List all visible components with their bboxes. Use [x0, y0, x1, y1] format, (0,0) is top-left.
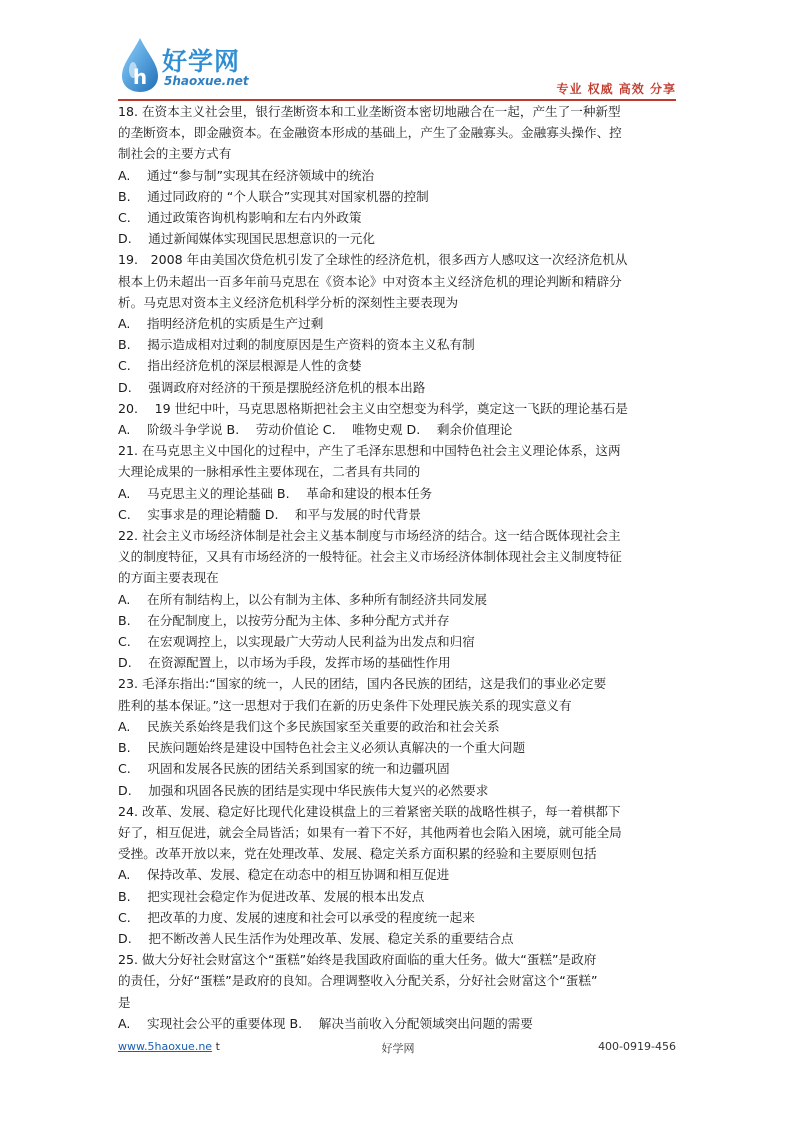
text-line: 胜利的基本保证。”这一思想对于我们在新的历史条件下处理民族关系的现实意义有 — [118, 697, 572, 713]
option-line: C. 在宏观调控上，以实现最广大劳动人民利益为出发点和归宿 — [118, 634, 475, 650]
option-line: D. 把不断改善人民生活作为处理改革、发展、稳定关系的重要结合点 — [118, 930, 514, 946]
option-line: A. 马克思主义的理论基础 B. 革命和建设的根本任务 — [118, 485, 433, 501]
water-drop-logo-icon — [118, 36, 162, 94]
text-line: 21. 在马克思主义中国化的过程中，产生了毛泽东思想和中国特色社会主义理论体系，这两 — [118, 443, 621, 459]
text-line: 制社会的主要方式有 — [118, 146, 232, 162]
option-line: D. 强调政府对经济的干预是摆脱经济危机的根本出路 — [118, 379, 426, 395]
logo-domain: 5haoxue.net — [164, 74, 249, 88]
header-slogan: 专业 权威 高效 分享 — [556, 82, 676, 96]
text-line: 析。马克思对资本主义经济危机科学分析的深刻性主要表现为 — [118, 294, 459, 310]
text-line: 的垄断资本，即金融资本。在金融资本形成的基础上，产生了金融寡头。金融寡头操作、控 — [118, 125, 622, 141]
footer-site-name: 好学网 — [381, 1042, 415, 1055]
option-line: B. 通过同政府的 “个人联合”实现其对国家机器的控制 — [118, 188, 429, 204]
text-line: 25. 做大分好社会财富这个“蛋糕”始终是我国政府面临的重大任务。做大“蛋糕”是政府 — [118, 952, 597, 968]
option-line: B. 在分配制度上，以按劳分配为主体、多种分配方式并存 — [118, 612, 450, 628]
option-line: B. 民族问题始终是建设中国特色社会主义必须认真解决的一个重大问题 — [118, 740, 526, 756]
text-line: 是 — [118, 994, 131, 1010]
option-line: A. 指明经济危机的实质是生产过剩 — [118, 316, 324, 332]
page-footer — [118, 1040, 676, 1060]
option-line: D. 加强和巩固各民族的团结是实现中华民族伟大复兴的必然要求 — [118, 782, 489, 798]
option-line: A. 实现社会公平的重要体现 B. 解决当前收入分配领域突出问题的需要 — [118, 1015, 533, 1031]
option-line: C. 实事求是的理论精髓 D. 和平与发展的时代背景 — [118, 506, 421, 522]
option-line: D. 通过新闻媒体实现国民思想意识的一元化 — [118, 231, 375, 247]
option-line: A. 通过“参与制”实现其在经济领域中的统治 — [118, 167, 375, 183]
text-line: 19. 2008 年由美国次贷危机引发了全球性的经济危机，很多西方人感叹这一次经济危机从 — [118, 252, 628, 268]
option-line: C. 巩固和发展各民族的团结关系到国家的统一和边疆巩固 — [118, 761, 450, 777]
text-line: 18. 在资本主义社会里，银行垄断资本和工业垄断资本密切地融合在一起，产生了一种新型 — [118, 104, 621, 119]
option-line: A. 保持改革、发展、稳定在动态中的相互协调和相互促进 — [118, 867, 450, 883]
text-line: 根本上仍未超出一百多年前马克思在《资本论》中对资本主义经济危机的理论判断和精辟分 — [118, 273, 622, 289]
text-line: 20. 19 世纪中叶，马克思恩格斯把社会主义由空想变为科学，奠定这一飞跃的理论基石是 — [118, 400, 629, 416]
option-line: C. 把改革的力度、发展的速度和社会可以承受的程度统一起来 — [118, 909, 475, 925]
text-line: 受挫。改革开放以来，党在处理改革、发展、稳定关系方面积累的经验和主要原则包括 — [118, 846, 597, 862]
site-logo[interactable] — [118, 36, 258, 96]
page-header — [0, 0, 794, 100]
text-line: 义的制度特征，又具有市场经济的一般特征。社会主义市场经济体制体现社会主义制度特征 — [118, 549, 622, 565]
footer-phone: 400-0919-456 — [598, 1040, 676, 1053]
text-line: 好了，相互促进，就会全局皆活；如果有一着下不好，其他两着也会陷入困境，就可能全局 — [118, 824, 622, 840]
option-line: A. 在所有制结构上，以公有制为主体、多种所有制经济共同发展 — [118, 591, 488, 607]
logo-chinese-name: 好学网 — [162, 47, 241, 76]
option-line: C. 指出经济危机的深层根源是人性的贪婪 — [118, 358, 362, 374]
footer-website-suffix: t — [212, 1040, 220, 1053]
footer-website-link[interactable]: www.5haoxue.ne — [118, 1040, 213, 1053]
text-line: 23. 毛泽东指出:“国家的统一，人民的团结，国内各民族的团结，这是我们的事业必定要 — [118, 676, 607, 692]
option-line: A. 民族关系始终是我们这个多民族国家至关重要的政治和社会关系 — [118, 718, 500, 734]
option-line: B. 把实现社会稳定作为促进改革、发展的根本出发点 — [118, 888, 425, 904]
text-line: 24. 改革、发展、稳定好比现代化建设棋盘上的三着紧密关联的战略性棋子，每一着棋都下 — [118, 803, 621, 819]
text-line: 的方面主要表现在 — [118, 570, 219, 586]
option-line: B. 揭示造成相对过剩的制度原因是生产资料的资本主义私有制 — [118, 337, 475, 353]
text-line: 的责任，分好“蛋糕”是政府的良知。合理调整收入分配关系，分好社会财富这个“蛋糕” — [118, 973, 598, 989]
option-line: C. 通过政策咨询机构影响和左右内外政策 — [118, 210, 362, 226]
footer-website — [118, 1040, 220, 1053]
option-line: A. 阶级斗争学说 B. 劳动价值论 C. 唯物史观 D. 剩余价值理论 — [118, 422, 513, 438]
option-line: D. 在资源配置上，以市场为手段，发挥市场的基础性作用 — [118, 655, 451, 671]
text-line: 22. 社会主义市场经济体制是社会主义基本制度与市场经济的结合。这一结合既体现社会主 — [118, 528, 621, 544]
svg-text:h: h — [132, 65, 148, 89]
question-list — [118, 101, 676, 1034]
text-line: 大理论成果的一脉相承性主要体现在，二者具有共同的 — [118, 464, 421, 480]
